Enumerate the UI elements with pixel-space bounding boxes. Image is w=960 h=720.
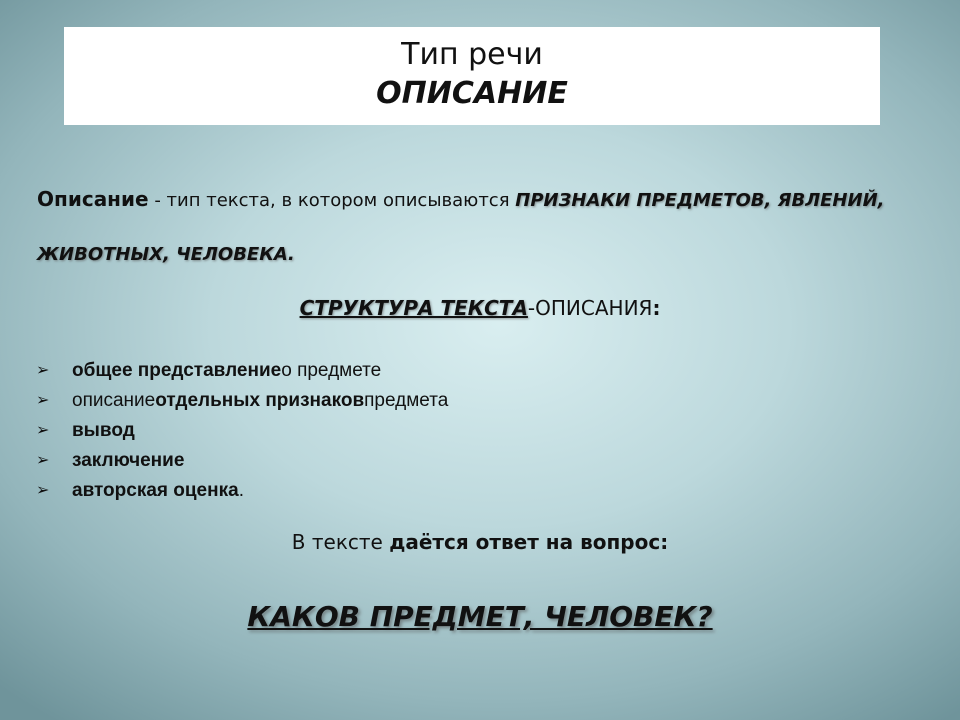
list-item (36, 356, 448, 386)
page-title: ОПИСАНИЕ (376, 76, 568, 111)
list-item-bold: общее представление (72, 360, 282, 381)
list-item-bold: вывод (72, 420, 135, 441)
list-item-bold: заключение (72, 450, 185, 471)
list-item-text: предмета (364, 390, 449, 411)
question-intro-plain: В тексте (291, 530, 390, 554)
arrow-bullet-icon: ➢ (36, 452, 50, 469)
question-intro (0, 530, 960, 554)
structure-heading-rest: -ОПИСАНИЯ (527, 296, 653, 320)
structure-heading-emphasis: СТРУКТУРА ТЕКСТА (299, 296, 528, 320)
list-item (36, 416, 448, 446)
definition-paragraph (37, 172, 927, 282)
definition-term: Описание (37, 187, 149, 211)
list-item (36, 476, 448, 506)
title-subtitle: Тип речи (401, 37, 543, 72)
definition-emphasis: ПРИЗНАКИ ПРЕДМЕТОВ, ЯВЛЕНИЙ, ЖИВОТНЫХ, ЧЕЛОВЕКА. (37, 190, 885, 265)
structure-heading-colon: : (652, 296, 661, 320)
title-box (64, 27, 880, 125)
definition-text: - тип текста, в котором описываются (148, 190, 516, 211)
list-item-prefix: описание (72, 390, 156, 411)
structure-heading (0, 296, 960, 320)
arrow-bullet-icon: ➢ (36, 392, 50, 409)
list-item-text: о предмете (281, 360, 382, 381)
list-item (36, 386, 448, 416)
structure-list (36, 356, 448, 506)
list-item-text: . (238, 480, 244, 501)
list-item-bold: авторская оценка (72, 480, 239, 501)
list-item-bold: отдельных признаков (155, 390, 365, 411)
arrow-bullet-icon: ➢ (36, 482, 50, 499)
list-item (36, 446, 448, 476)
main-question: КАКОВ ПРЕДМЕТ, ЧЕЛОВЕК? (247, 600, 713, 633)
arrow-bullet-icon: ➢ (36, 362, 50, 379)
arrow-bullet-icon: ➢ (36, 422, 50, 439)
question-intro-bold: даётся ответ на вопрос: (389, 530, 669, 554)
